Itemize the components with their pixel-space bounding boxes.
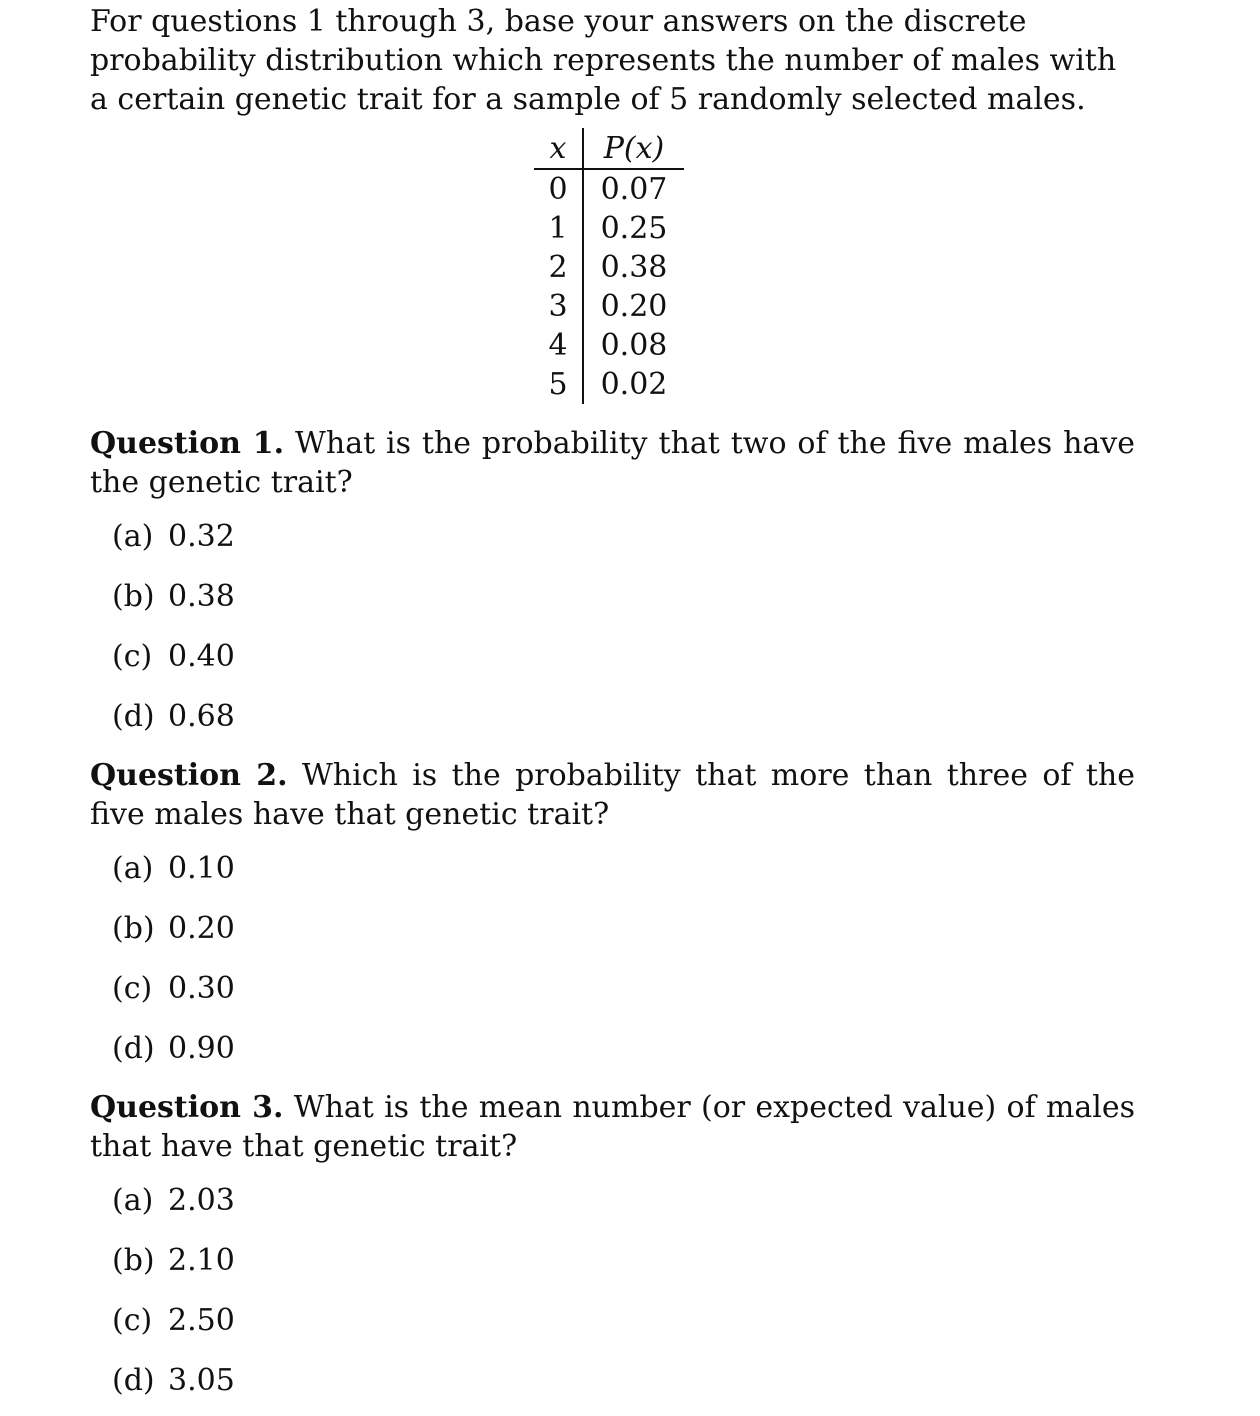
cell-px: 0.08 (600, 328, 668, 363)
option-c[interactable] (112, 627, 1135, 687)
option-a[interactable] (112, 507, 1135, 567)
question-2-text (90, 756, 1135, 834)
option-value: 2.10 (168, 1243, 235, 1278)
option-value: 0.10 (168, 851, 235, 886)
table-row (534, 169, 684, 209)
option-letter: (c) (112, 1303, 153, 1338)
option-b[interactable] (112, 1231, 1135, 1291)
option-d[interactable] (112, 1019, 1135, 1079)
option-letter: (c) (112, 971, 153, 1006)
question-1 (90, 424, 1135, 747)
option-a[interactable] (112, 839, 1135, 899)
question-3-prompt: What is the mean number (or expected value) of males that have that genetic trait? (90, 1090, 1135, 1164)
table-row (534, 248, 684, 287)
option-a[interactable] (112, 1171, 1135, 1231)
option-value: 2.50 (168, 1303, 235, 1338)
option-letter: (d) (112, 699, 155, 734)
cell-x: 1 (534, 209, 583, 248)
option-letter: (b) (112, 1243, 155, 1278)
question-3 (90, 1088, 1135, 1411)
table-row (534, 365, 684, 404)
question-3-options (90, 1171, 1135, 1411)
question-1-label: Question 1. (90, 426, 285, 461)
cell-px: 0.02 (600, 367, 668, 402)
question-2-prompt: Which is the probability that more than three of the five males have that genetic trait? (90, 758, 1135, 832)
option-value: 0.40 (168, 639, 235, 674)
document-page (90, 0, 1135, 1398)
cell-x: 3 (534, 287, 583, 326)
option-d[interactable] (112, 687, 1135, 747)
header-px: P(x) (583, 128, 684, 169)
option-letter: (b) (112, 911, 155, 946)
option-value: 0.38 (168, 579, 235, 614)
option-c[interactable] (112, 959, 1135, 1019)
intro-paragraph: For questions 1 through 3, base your answers on the discrete probability distribution which represents the number of males with a certain genetic trait for a sample of 5 randomly selected males. (90, 4, 1117, 117)
cell-px: 0.20 (600, 289, 668, 324)
option-b[interactable] (112, 567, 1135, 627)
option-value: 0.30 (168, 971, 235, 1006)
table-row (534, 326, 684, 365)
question-2 (90, 756, 1135, 1079)
question-1-prompt: What is the probability that two of the five males have the genetic trait? (90, 426, 1135, 500)
cell-x: 5 (534, 365, 583, 404)
option-c[interactable] (112, 1291, 1135, 1351)
option-value: 0.20 (168, 911, 235, 946)
cell-x: 4 (534, 326, 583, 365)
option-value: 3.05 (168, 1363, 235, 1398)
option-letter: (b) (112, 579, 155, 614)
option-value: 0.32 (168, 519, 235, 554)
cell-x: 2 (534, 248, 583, 287)
option-letter: (c) (112, 639, 153, 674)
probability-distribution-table (534, 128, 684, 404)
cell-px: 0.38 (600, 250, 668, 285)
option-letter: (a) (112, 519, 154, 554)
cell-x: 0 (534, 169, 583, 209)
question-3-text (90, 1088, 1135, 1166)
table-row (534, 209, 684, 248)
option-value: 2.03 (168, 1183, 235, 1218)
option-value: 0.90 (168, 1031, 235, 1066)
header-x: x (534, 128, 583, 169)
table-header-row (534, 128, 684, 169)
option-letter: (a) (112, 1183, 154, 1218)
option-b[interactable] (112, 899, 1135, 959)
question-2-label: Question 2. (90, 758, 288, 793)
option-letter: (a) (112, 851, 154, 886)
option-letter: (d) (112, 1031, 155, 1066)
cell-px: 0.07 (600, 172, 668, 207)
option-letter: (d) (112, 1363, 155, 1398)
option-value: 0.68 (168, 699, 235, 734)
question-3-label: Question 3. (90, 1090, 284, 1125)
table-row (534, 287, 684, 326)
question-2-options (90, 839, 1135, 1079)
question-1-options (90, 507, 1135, 747)
question-1-text (90, 424, 1135, 502)
option-d[interactable] (112, 1351, 1135, 1411)
cell-px: 0.25 (600, 211, 668, 246)
